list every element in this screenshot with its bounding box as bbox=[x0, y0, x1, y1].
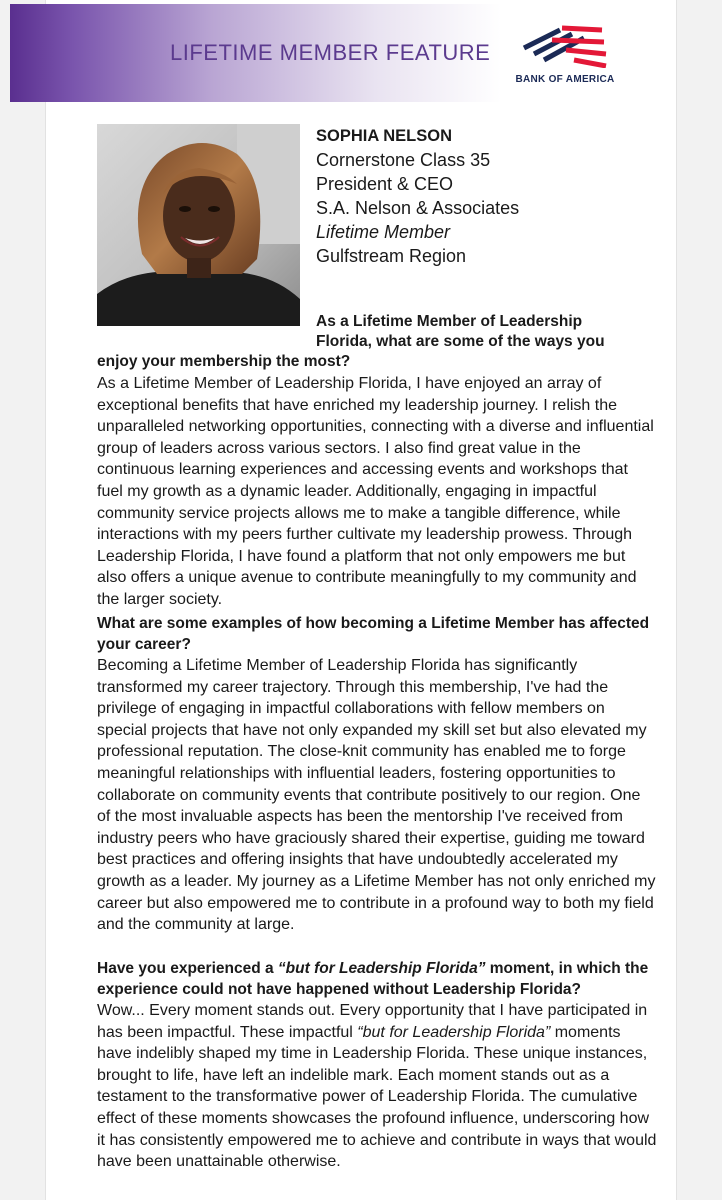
portrait-image-icon bbox=[97, 124, 300, 326]
answer-2: Becoming a Lifetime Member of Leadership Florida has significantly transformed my career trajectory. Through this membership, I've had the privilege of engaging in impactful collaborations with fellow members on special projects that have not only expanded my skill set but also elevated my professional reputation. The close-knit community has enabled me to forge meaningful relationships with influential leaders, fostering opportunities to collaborate on community events that contribute positively to our region. One of the most invaluable aspects has been the mentorship I've received from industry peers who have graciously shared their expertise, guiding me toward best practices and offering insights that have undoubtedly accelerated my growth as a leader. My journey as a Lifetime Member has not only enriched my career but also empowered me to contribute in a profound way to both my field and the community at large. bbox=[97, 657, 656, 934]
member-company: S.A. Nelson & Associates bbox=[316, 198, 520, 218]
question-1-part-1: As a Lifetime Member of Leadership Florida, what are some of the ways you bbox=[316, 313, 605, 350]
question-3 bbox=[97, 959, 657, 1000]
answer-3-post: moments have indelibly shaped my time in Leadership Florida. These unique instances, brought to life, have left an indelible mark. Each moment stands out as a testament to the transformative power of Leadership Florida. The cumulative effect of these moments showcases the profound influence, underscoring how it has consistently empowered me to achieve and contribute in ways that would have been unattainable otherwise. bbox=[97, 1023, 657, 1171]
flag-logo-icon bbox=[522, 24, 608, 68]
answer-3-emphasis: “but for Leadership Florida” bbox=[357, 1023, 551, 1041]
answer-1: As a Lifetime Member of Leadership Florida, I have enjoyed an array of exceptional benefits that have enriched my leadership journey. I relish the unparalleled networking opportunities, connecting with a diverse and influential group of leaders across various sectors. I also find great value in the continuous learning experiences and accessing events and workshops that fuel my growth as a dynamic leader. Additionally, engaging in impactful community service projects allows me to make a tangible difference, while interactions with my peers further cultivate my leadership prowess. Through Leadership Florida, I have found a platform that not only empowers me but also offers a unique avenue to contribute meaningfully to my community and the larger society. bbox=[97, 375, 654, 608]
portrait-photo bbox=[97, 124, 300, 326]
question-2: What are some examples of how becoming a Lifetime Member has affected your career? bbox=[97, 615, 650, 653]
answer-3 bbox=[97, 1000, 657, 1173]
member-name: SOPHIA NELSON bbox=[316, 127, 452, 145]
member-class: Cornerstone Class 35 bbox=[316, 150, 491, 170]
bank-of-america-logo bbox=[510, 24, 620, 94]
logo-text: BANK OF AMERICA bbox=[515, 74, 615, 85]
member-region: Gulfstream Region bbox=[316, 246, 467, 266]
question-3-emphasis: “but for Leadership Florida” bbox=[277, 960, 486, 977]
membership-type: Lifetime Member bbox=[316, 222, 451, 242]
question-3-pre: Have you experienced a bbox=[97, 960, 278, 977]
answer-3-pre: Wow... Every moment stands out. Every opportunity that I have participated in has been impactful. These impactful bbox=[97, 1002, 648, 1041]
question-1-part-2: enjoy your membership the most? bbox=[97, 353, 351, 370]
banner-title: LIFETIME MEMBER FEATURE bbox=[170, 40, 491, 65]
profile-info bbox=[316, 124, 646, 268]
feature-banner bbox=[10, 4, 640, 102]
member-title: President & CEO bbox=[316, 174, 454, 194]
question-3-post: moment, in which the experience could not have happened without Leadership Florida? bbox=[97, 960, 649, 998]
